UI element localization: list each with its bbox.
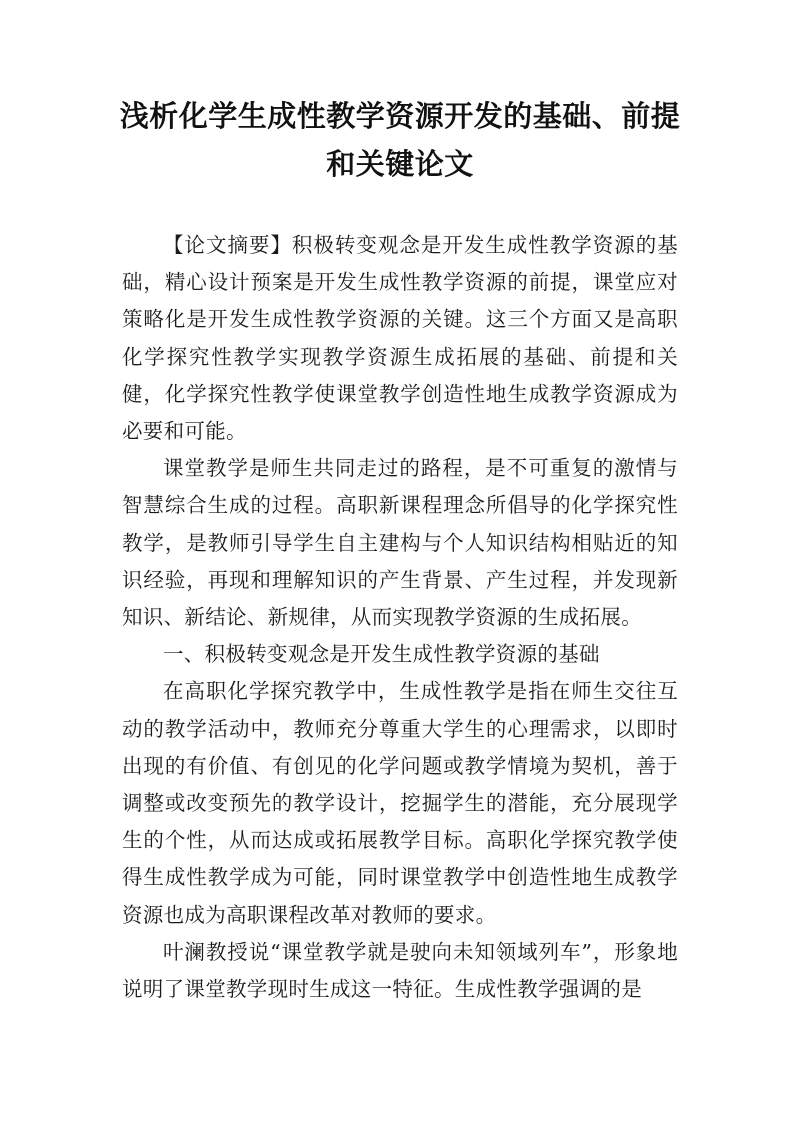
title-line-2: 和关键论文	[326, 147, 474, 181]
body-paragraph: 叶澜教授说“课堂教学就是驶向未知领域列车”，形象地说明了课堂教学现时生成这一特征。生成性教学强调的是	[122, 939, 678, 1002]
body-paragraph: 在高职化学探究教学中，生成性教学是指在师生交往互动的教学活动中，教师充分尊重大学生的心理需求，以即时出现的有价值、有创见的化学问题或教学情境为契机，善于调整或改变预先的教学设计，挖掘学生的潜能，充分展现学生的个性，从而达成或拓展教学目标。高职化学探究教学使得生成性教学成为可能，同时课堂教学中创造性地生成教学资源也成为高职课程改革对教师的要求。	[122, 679, 678, 927]
title-line-1: 浅析化学生成性教学资源开发的基础、前提	[119, 99, 681, 133]
section-heading: 一、积极转变观念是开发生成性教学资源的基础	[163, 642, 600, 667]
document-title	[110, 92, 690, 188]
abstract-paragraph: 【论文摘要】积极转变观念是开发生成性教学资源的基础，精心设计预案是开发生成性教学资源的前提，课堂应对策略化是开发生成性教学资源的关键。这三个方面又是高职化学探究性教学实现教学资源生成拓展的基础、前提和关健，化学探究性教学使课堂教学创造性地生成教学资源成为必要和可能。	[122, 233, 678, 444]
document-body	[122, 227, 678, 1008]
body-paragraph: 课堂教学是师生共同走过的路程，是不可重复的激情与智慧综合生成的过程。高职新课程理念所倡导的化学探究性教学，是教师引导学生自主建构与个人知识结构相贴近的知识经验，再现和理解知识的产生背景、产生过程，并发现新知识、新结论、新规律，从而实现教学资源的生成拓展。	[122, 456, 678, 630]
